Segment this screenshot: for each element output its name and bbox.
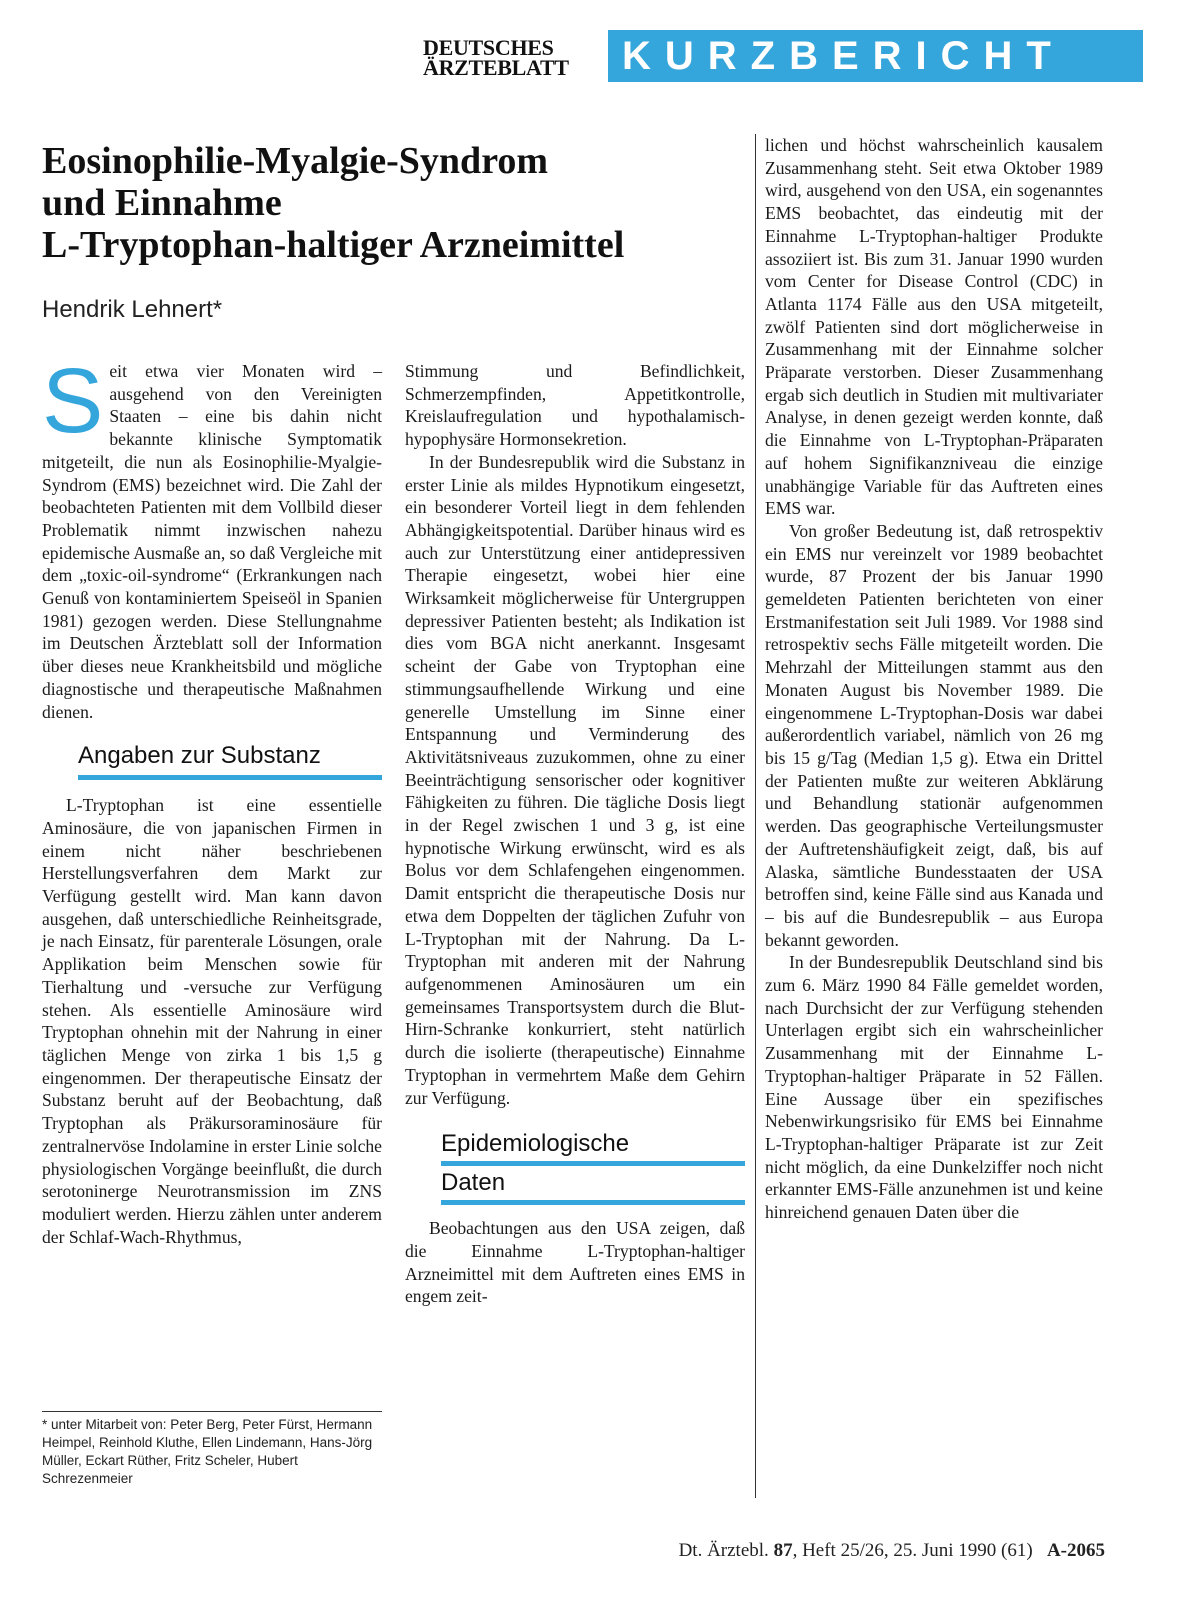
footer-journal: Dt. Ärztebl. bbox=[678, 1540, 769, 1561]
paragraph-continuation-col2: Stimmung und Befindlichkeit, Schmerzempfinden, Appetitkontrolle, Kreislaufregulation und hypothalamisch-hypophysäre Hormonsekretion. bbox=[405, 361, 745, 450]
drop-cap: S bbox=[42, 350, 104, 452]
footer-issue: , Heft 25/26, 25. Juni 1990 (61) bbox=[792, 1540, 1033, 1561]
intro-text: eit etwa vier Monaten wird – ausgehend von den Vereinigten Staaten – eine bis dahin nicht bekannte klinische Symptomatik mitgeteilt, die nun als Eosinophilie-Myalgie-Syndrom (EMS) bezeichnet wird. Die Zahl der beobachteten Patienten mit dem Vollbild dieser Problematik nimmt inzwischen nahezu epidemische Ausmaße an, so daß Vergleiche mit dem „toxic-oil-syndrome“ (Erkrankungen nach Genuß von kontaminiertem Speiseöl in Spanien 1981) gezogen werden. Diese Stellungnahme im Deutschen Ärzteblatt soll der Information über dieses neue Krankheitsbild und mögliche diagnostische und therapeutische Maßnahmen dienen. bbox=[42, 361, 382, 722]
column-3 bbox=[765, 134, 1103, 1224]
brand-line-2: ÄRZTEBLATT bbox=[423, 55, 569, 80]
paragraph-deutschland: In der Bundesrepublik Deutschland sind bis zum 6. März 1990 84 Fälle gemeldet worden, nach Durchsicht der zur Verfügung stehenden Unterlagen ergibt sich ein wahrscheinlicher Zusammenhang mit der Einnahme L-Tryptophan-haltiger Präparate in 52 Fällen. Eine Aussage über ein spezifisches Nebenwirkungsrisiko für EMS bei Einnahme L-Tryptophan-haltiger Präparate ist zur Zeit nicht möglich, da eine Dunkelziffer noch nicht erkannter EMS-Fälle anzunehmen ist und keine hinreichend genauen Daten über die bbox=[765, 952, 1103, 1223]
masthead bbox=[423, 30, 1143, 90]
article-title bbox=[42, 140, 742, 266]
paragraph-substanz: L-Tryptophan ist eine essentielle Aminosäure, die von japanischen Firmen in einem nicht näher beschriebenen Herstellungsverfahren dem Markt zur Verfügung gestellt wird. Man kann davon ausgehen, daß unterschiedliche Reinheitsgrade, je nach Einsatz, für parenterale Lösungen, orale Applikation beim Menschen sowie für Tierhaltung und -versuche zur Verfügung stehen. Als essentielle Aminosäure wird Tryptophan ohnehin mit der Nahrung in einer täglichen Menge von zirka 1 bis 1,5 g eingenommen. Der therapeutische Einsatz der Substanz beruht auf der Beobachtung, daß Tryptophan als Präkursoraminosäure für zentralnervöse Indolamine in erster Linie solche physiologischen Vorgänge beeinflußt, die durch serotoninerge Neurotransmission im ZNS moduliert werden. Hierzu zählen unter anderem der Schlaf-Wach-Rhythmus, bbox=[42, 795, 382, 1247]
paragraph-bedeutung: Von großer Bedeutung ist, daß retrospektiv ein EMS nur vereinzelt vor 1989 beobachtet wurde, 87 Prozent der bis Januar 1990 gemeldeten Patienten berichteten von einer Erstmanifestation seit Juli 1989. Vor 1988 sind retrospektiv sechs Fälle mitgeteilt worden. Die Mehrzahl der Mitteilungen stammt aus den Monaten August bis November 1989. Die eingenommene L-Tryptophan-Dosis war dabei außerordentlich variabel, nämlich von 26 mg bis 15 g/Tag (Median 1,5 g). Etwa ein Drittel der Patienten mußte zur weiteren Abklärung und Behandlung stationär aufgenommen werden. Das geographische Verteilungsmuster der Auftretenshäufigkeit zeigt, daß, bis auf Alaska, sämtliche Bundesstaaten der USA betroffen sind, keine Fälle sind aus Kanada und – bis auf die Bundesrepublik – aus Europa bekannt geworden. bbox=[765, 520, 1103, 950]
title-line-3: L-Tryptophan-haltiger Arzneimittel bbox=[42, 224, 625, 266]
author-name: Hendrik Lehnert* bbox=[42, 296, 223, 323]
section-heading-substanz: Angaben zur Substanz bbox=[78, 741, 382, 780]
column-2 bbox=[405, 360, 745, 1308]
page-footer bbox=[605, 1540, 1105, 1562]
paragraph-continuation-col3: lichen und höchst wahrscheinlich kausalem Zusammenhang steht. Seit etwa Oktober 1989 wird, ausgehend von den USA, ein sogenanntes EMS beobachtet, das eindeutig mit der Einnahme L-Tryptophan-haltiger Produkte assoziiert ist. Bis zum 31. Januar 1990 wurden vom Center for Disease Control (CDC) in Atlanta 1174 Fälle aus den USA mitgeteilt, zwölf Patienten sind dort möglicherweise in Zusammenhang mit der Einnahme solcher Präparate verstorben. Dieser Zusammenhang ergab sich deutlich in Studien mit multivariater Analyse, in denen gezeigt werden konnte, daß die Einnahme von L-Tryptophan-Präparaten auf hohem Signifikanzniveau die einzige unabhängige Variable für das Auftreten eines EMS war. bbox=[765, 135, 1103, 519]
footer-page-number: A-2065 bbox=[1046, 1540, 1105, 1561]
section-heading-epidemiologie bbox=[441, 1127, 745, 1205]
brand-line-1: DEUTSCHES bbox=[423, 35, 554, 60]
title-line-1: Eosinophilie-Myalgie-Syndrom bbox=[42, 140, 549, 182]
heading-line-1: Epidemiologische bbox=[441, 1127, 745, 1166]
footnote: * unter Mitarbeit von: Peter Berg, Peter Fürst, Hermann Heimpel, Reinhold Kluthe, Ellen Lindemann, Hans-Jörg Müller, Eckart Rüther, Fritz Scheler, Hubert Schrezenmeier bbox=[42, 1411, 382, 1488]
section-banner: KURZBERICHT bbox=[608, 30, 1143, 82]
column-1 bbox=[42, 350, 382, 1248]
intro-paragraph bbox=[42, 350, 382, 723]
journal-brand bbox=[423, 35, 595, 80]
title-line-2: und Einnahme bbox=[42, 182, 282, 224]
footer-volume: 87 bbox=[773, 1540, 793, 1561]
heading-line-2: Daten bbox=[441, 1166, 745, 1205]
column-divider bbox=[755, 134, 756, 1498]
paragraph-usa: Beobachtungen aus den USA zeigen, daß die Einnahme L-Tryptophan-haltiger Arzneimittel mit dem Auftreten eines EMS in engem zeit- bbox=[405, 1218, 745, 1307]
paragraph-bundesrepublik: In der Bundesrepublik wird die Substanz in erster Linie als mildes Hypnotikum eingesetzt, ein besonderer Vorteil liegt in dem fehlenden Abhängigkeitspotential. Darüber hinaus wird es auch zur Unterstützung einer antidepressiven Therapie eingesetzt, wobei hier eine Wirksamkeit möglicherweise für Untergruppen depressiver Patienten besteht; als Indikation ist dies vom BGA nicht anerkannt. Insgesamt scheint der Gabe von Tryptophan eine stimmungsaufhellende Wirkung und eine generelle Umstellung im Sinne einer Entspannung und Verminderung des Aktivitätsniveaus zuzukommen, ohne zu einer Beeinträchtigung sensorischer oder kognitiver Fähigkeiten zu führen. Die tägliche Dosis liegt in der Regel zwischen 1 und 3 g, ist eine hypnotische Wirkung erwünscht, wird es als Bolus vor dem Schlafengehen eingenommen. Damit entspricht die therapeutische Dosis nur etwa dem Doppelten der täglichen Zufuhr von L-Tryptophan mit der Nahrung. Da L-Tryptophan mit anderen mit der Nahrung aufgenommenen Aminosäuren um ein gemeinsames Transportsystem durch die Blut-Hirn-Schranke konkurriert, steht natürlich durch die isolierte (therapeutische) Einnahme Tryptophan in vermehrtem Maße dem Gehirn zur Verfügung. bbox=[405, 451, 745, 1108]
